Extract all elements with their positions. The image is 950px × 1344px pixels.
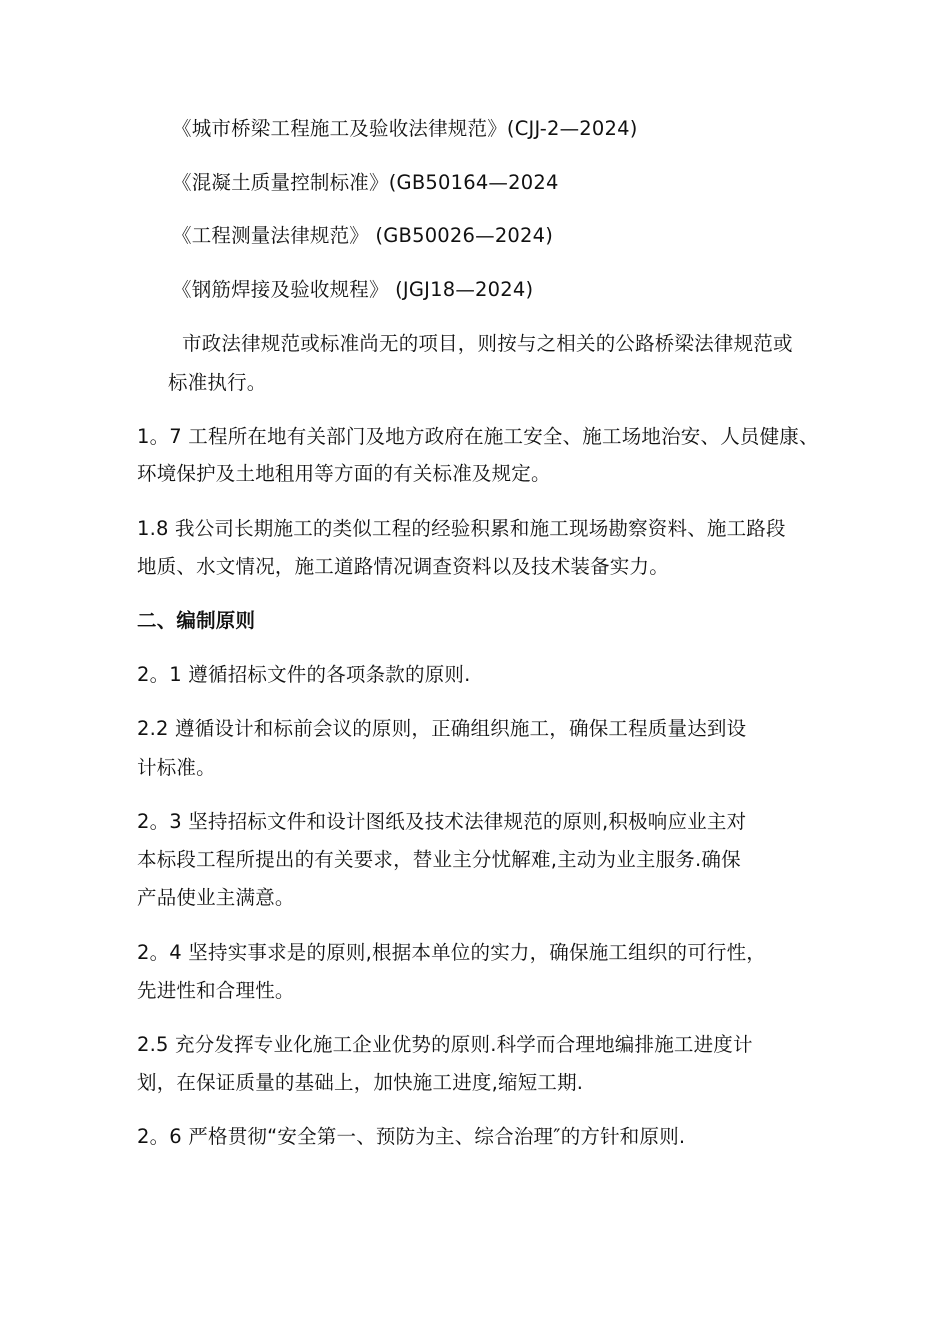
item-1-8-line-1: 1.8 我公司长期施工的类似工程的经验积累和施工现场勘察资料、施工路段 (137, 517, 786, 540)
standard-cjj: 《城市桥梁工程施工及验收法律规范》(CJJ-2—2024) (172, 117, 638, 140)
item-1-8-line-2: 地质、水文情况，施工道路情况调查资料以及技术装备实力。 (137, 555, 669, 578)
item-2-4-line-2: 先进性和合理性。 (137, 979, 295, 1002)
item-2-1-line-1: 2。1 遵循招标文件的各项条款的原则. (137, 663, 471, 686)
standard-gb50026: 《工程测量法律规范》 (GB50026—2024) (172, 224, 554, 247)
section-2-heading: 二、编制原则 (137, 609, 256, 632)
item-1-7-line-1: 1。7 工程所在地有关部门及地方政府在施工安全、施工场地治安、人员健康、 (137, 425, 819, 448)
item-2-5-line-1: 2.5 充分发挥专业化施工企业优势的原则.科学而合理地编排施工进度计 (137, 1033, 753, 1056)
note-line-1: 市政法律规范或标准尚无的项目，则按与之相关的公路桥梁法律规范或 (182, 332, 793, 355)
standard-gb50164: 《混凝土质量控制标准》(GB50164—2024 (172, 171, 559, 194)
item-1-7-line-2: 环境保护及土地租用等方面的有关标准及规定。 (137, 462, 551, 485)
item-2-4-line-1: 2。4 坚持实事求是的原则,根据本单位的实力，确保施工组织的可行性， (137, 941, 767, 964)
item-2-3-line-3: 产品使业主满意。 (137, 886, 295, 909)
item-2-5-line-2: 划，在保证质量的基础上，加快施工进度,缩短工期. (137, 1071, 584, 1094)
item-2-6-line-1: 2。6 严格贯彻“安全第一、预防为主、综合治理″的方针和原则. (137, 1125, 686, 1148)
standard-jgj18: 《钢筋焊接及验收规程》 (JGJ18—2024) (172, 278, 534, 301)
note-line-2: 标准执行。 (168, 371, 267, 394)
item-2-3-line-2: 本标段工程所提出的有关要求，替业主分忧解难,主动为业主服务.确保 (137, 848, 741, 871)
item-2-2-line-2: 计标准。 (137, 756, 216, 779)
item-2-3-line-1: 2。3 坚持招标文件和设计图纸及技术法律规范的原则,积极响应业主对 (137, 810, 747, 833)
item-2-2-line-1: 2.2 遵循设计和标前会议的原则，正确组织施工，确保工程质量达到设 (137, 717, 747, 740)
